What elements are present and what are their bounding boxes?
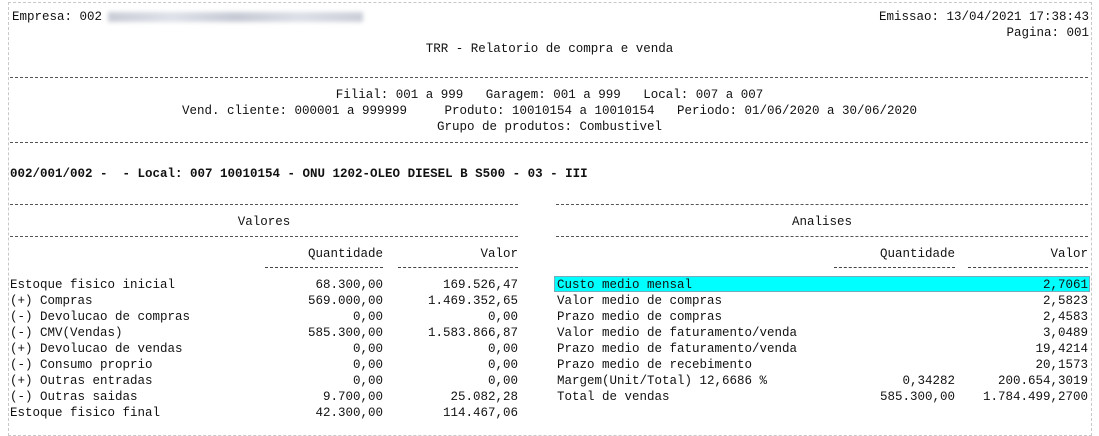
valores-row-label: (+) Devolucao de vendas [10,342,183,356]
separator-line [10,142,1088,143]
valores-row-label: (-) Devolucao de compras [10,310,191,324]
analises-row-label: Valor medio de faturamento/venda [557,326,798,340]
analises-row-label: Prazo medio de recebimento [557,358,753,372]
redacted-company-name [108,12,363,22]
column-underline [968,267,1088,268]
filter-line-2: Vend. cliente: 000001 a 999999 Produto: 10010154 a 10010154 Periodo: 01/06/2020 a 30/06/2020 [181,104,918,118]
emission-date: Emissao: 13/04/2021 17:38:43 [878,10,1089,24]
separator-line [10,236,518,237]
valores-row-qtd: 9.700,00 [322,390,383,404]
valores-row-qtd: 0,00 [352,358,383,372]
column-underline [398,267,518,268]
filter-line-1: Filial: 001 a 999 Garagem: 001 a 999 Local: 007 a 007 [335,88,764,102]
valores-title: Valores [237,215,291,229]
separator-line [10,77,1088,78]
analises-row-valor: 2,5823 [1042,294,1088,308]
valores-row-valor: 169.526,47 [442,278,518,292]
valores-row-valor: 1.469.352,65 [427,294,518,308]
column-underline [834,267,955,268]
analises-row-valor: 3,0489 [1042,326,1088,340]
valores-row-label: Estoque fisico inicial [10,278,176,292]
valores-row-label: Estoque fisico final [10,406,161,420]
page-number: Pagina: 001 [1006,26,1089,40]
valores-col-valor: Valor [480,247,518,261]
analises-row-valor: 19,4214 [1035,342,1088,356]
analises-col-quantidade: Quantidade [879,247,955,261]
valores-row-label: (-) Outras saidas [10,390,138,404]
valores-row-qtd: 0,00 [352,342,383,356]
analises-col-valor: Valor [1050,247,1088,261]
valores-row-label: (-) CMV(Vendas) [10,326,123,340]
valores-row-qtd: 0,00 [352,374,383,388]
filter-line-3: Grupo de produtos: Combustivel [436,120,663,134]
column-underline [265,267,383,268]
report-title: TRR - Relatorio de compra e venda [425,42,674,56]
analises-row-label: Prazo medio de faturamento/venda [557,342,798,356]
valores-row-qtd: 42.300,00 [315,406,383,420]
valores-row-valor: 0,00 [487,358,518,372]
analises-row-valor: 200.654,3019 [997,374,1088,388]
separator-line [10,204,518,205]
valores-row-valor: 25.082,28 [450,390,518,404]
valores-row-qtd: 0,00 [352,310,383,324]
company-label: Empresa: 002 [12,9,363,25]
analises-row-label: Total de vendas [557,390,670,404]
separator-line [556,204,1088,205]
analises-row-label: Custo medio mensal [557,278,693,292]
valores-row-label: (+) Outras entradas [10,374,153,388]
analises-row-valor: 1.784.499,2700 [982,390,1088,404]
analises-row-valor: 20,1573 [1035,358,1088,372]
analises-row-label: Valor medio de compras [557,294,723,308]
analises-row-valor: 2,4583 [1042,310,1088,324]
valores-row-label: (-) Consumo proprio [10,358,153,372]
valores-row-qtd: 585.300,00 [307,326,383,340]
valores-row-valor: 0,00 [487,342,518,356]
separator-line [556,236,1088,237]
group-title: 002/001/002 - - Local: 007 10010154 - ONU 1202-OLEO DIESEL B S500 - 03 - III [10,167,588,181]
valores-row-qtd: 569.000,00 [307,294,383,308]
valores-row-valor: 1.583.866,87 [427,326,518,340]
valores-row-valor: 114.467,06 [442,406,518,420]
valores-row-valor: 0,00 [487,374,518,388]
analises-row-qtd: 585.300,00 [879,390,955,404]
valores-row-valor: 0,00 [487,310,518,324]
analises-row-label: Prazo medio de compras [557,310,723,324]
analises-row-valor: 2,7061 [1042,278,1088,292]
analises-row-label: Margem(Unit/Total) 12,6686 % [557,374,768,388]
valores-row-qtd: 68.300,00 [315,278,383,292]
valores-col-quantidade: Quantidade [307,247,383,261]
analises-row-qtd: 0,34282 [902,374,955,388]
analises-title: Analises [791,215,852,229]
valores-row-label: (+) Compras [10,294,93,308]
